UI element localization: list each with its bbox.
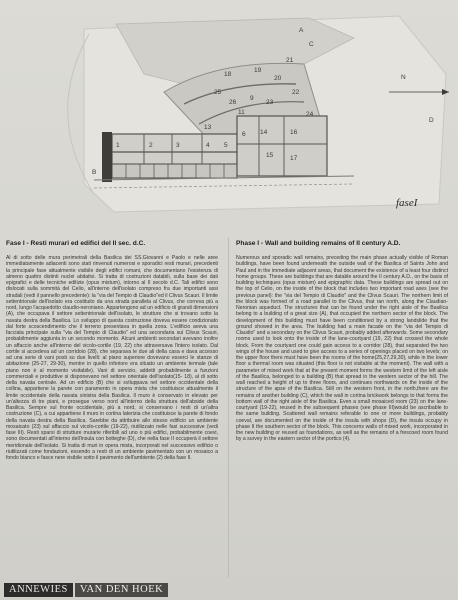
italian-title: Fase I - Resti murari ed edifici del II sec. d.C. — [6, 240, 146, 247]
archaeological-site-plan — [54, 4, 454, 226]
watermark-last-name: VAN DEN HOEK — [75, 583, 168, 597]
plan-label: 4 — [206, 142, 210, 149]
plan-label: 26 — [229, 99, 237, 106]
plan-label: D — [429, 117, 434, 124]
plan-label: 13 — [204, 124, 212, 131]
plan-label: 14 — [260, 129, 268, 136]
plan-caption: faseI — [396, 197, 418, 209]
plan-label: 3 — [176, 142, 180, 149]
plan-label: 25 — [214, 89, 222, 96]
plan-label: 11 — [238, 109, 245, 116]
plan-label: B — [92, 169, 97, 176]
plan-label: 23 — [266, 99, 274, 106]
italian-body: Al di sotto delle mura perimetrali della Basilica dei SS.Giovanni e Paolo e nelle aree immediatamente adiacenti sono stati rinvenuti numerosi e sporadici resti murari, precedenti la principale fase attualmente visibile degli edifici romani, che documentano l'esistenza di almeno quattro distinti nuclei abitativi. Si tratta di costruzioni databili, sulla base dei dati epigrafici e delle tecniche edilizie (opus mixtum), intorno al II secolo d.C. Tali edifici sono dislocati sulla sommità del Celio, all'interno dell'isolato compreso fra due importanti assi stradali (vedi il pannello precedente): la "via del Tempio di Claudio"ed il Clivus Scauri. Il limite settentrionale dell'isolato era costituito da una strada parallela al Clivus, che correva più a nord, lungo l'acquedotto claudio-neroniano. Appartengono ad un edificio di grandi dimensioni (A), che occupava il settore settentrionale dell'isolato, le strutture che si trovano sotto la navata destra della Basilica. Lo sviluppo di questa costruzione doveva essere condizionato dal forte scoscendimento che il terreno presentava in quella zona. L'edificio aveva una facciata principale sulla "via del Tempio di Claudio" ed una secondaria sul Clivus Scauri, probabilmente aggiunta in un secondo momento. Alcuni ambienti secondari avevano inoltre un affaccio anche all'interno del vicolo-cortile (19, 22) che attraversava l'intero isolato. Dal cortile si accedeva ad un corridoio (28), che separava le due ali della casa e dava accesso ad una serie di vani posti su due livelli: al piano superiore dovevano esserci le stanze di abitazione (25-27, 29-30), mentre in quello inferiore era situato un ambiente termale (tale piano non è al momento visitabile). Vani di servizio, addetti probabilmente a funzioni commerciali e produttive si disponevano nel settore orientale dell'isolato(15- 18), al di sotto della navata centrale. Ad un edificio (B) che si sviluppava nel settore occidentale della collina, appartiene la parete con paramento in opera mista che costituisce attualmente il limite occidentale della navata sinistra della Basilica. Il muro è conservato in elevato per un'altezza di tre piani, e prosegue verso nord all'interno della struttura dell'abside della Basilica. Sempre sul fronte occidentale, più a nord, si conservano i resti di un'altra costruzione (C), a cui appartiene il muro in cortina laterizia che costituisce la parete di fondo della navata destra della Basilica. Sarebbe da attribuire allo stesso edificio un ambiente mosaicato (23) sul affaccio sul vicolo-cortile (19-22), riutilizzato nelle fasi successive (vedi fase III). Resti sparsi di strutture murarie riferibili ad uno o più edifici, probabilmente coevi, sono documentati all'interno dell'insula con botteghe (D), che nella fase II occuperà il settore meridionale dell'isolato. Si tratta di muri in opera mista, incorporati nel successivo edificio o riutilizzati come fondazioni, essendo a resti di un ambiente pavimentato con un mosaico a fondo bianco e fasce nere visibile sotto il pavimento dell'ambiente (2) della fase II. — [6, 255, 218, 461]
plan-label: 6 — [242, 131, 246, 138]
english-body: Numerous and sporadic wall remains, preceding the main phase actually visible of Roman buildings, have been found underneath the outside wall of the Basilica of Saints John and Paul and in the immediate adjacent areas, that document the existence of a least four distinct home groups. These are buildings that are datable around the II century A.D., on the basis of building techniques (opus mixtum) and epigraphic data. These buildings are spread out on the top of Celio, on the inside of the block that includes two important road axes (see the previous panel): the "via del Tempio di Claudio" and the Clivus Scauri. The northern limit of the block was formed of a road parallel to the Clivus, that ran north, along the Claudian-Neronian aqueduct. The structures that can be found under the right aisle of the Basilica belong to a building of a great size (A), that occupied the northern sector of the block. The development of this building must have been conditioned by a strong landslide that the ground showed in the area. The building had a main facade on the "via del Tempio di Claudio" and a secondary on the Clivus Scauri, probably added afterwards. Some secondary rooms used to look onto the inside of the lane-courtyard (19, 22) that crossed the whole block. From the courtyard one could gain access to a corridor (28), that separated the two wings of the house and used to give access to a series of openings placed on two levels; on the upper floor there must have been the rooms of the home(25,27,29,30), while in the lower floor a thermal room was situated (this floor is not visitable at the moment). The wall with a parameter of mixed work that at the present moment forms the western limit of the left aisle of the Basilica, belonged to a building (B) that spread in the western sector of the hill. The wall reached a height of up to three floors, and continues northwards on the inside of the structure of the apse of the Basilica. Still on the western front, in the north,there are the remains of another building (C), which the wall in cortina brickwork belongs to that forms the bottom wall of the right aisle of the Basilica. Even a small mosaiced room (23) on the lane-courtyard (19-22), reused in the subsequent phases (see phase III)would be ascribable to the same building. Scattered wall remains referable to one or more buildings, probably coeval, are documented on the inside of the insula with shops (D), the insula occupy in phase II the southern sector of the block. This concerns walls of mixed work, incorporated in the new building or reused as foundations, as well as the remains of a frescoed room found by a survey in the eastern sector of the portico (4). — [236, 255, 448, 443]
plan-label: 9 — [250, 95, 254, 102]
shops-row — [112, 164, 237, 178]
plan-label: 17 — [290, 155, 298, 162]
column-divider — [228, 238, 229, 578]
plan-label: 5 — [224, 142, 228, 149]
plan-label: 16 — [290, 129, 298, 136]
plan-label: A — [299, 27, 304, 34]
plan-label: C — [309, 41, 314, 48]
plan-label: 20 — [274, 75, 282, 82]
english-title: Phase I - Wall and building remains of II century A.D. — [236, 240, 401, 247]
plan-label: 1 — [116, 142, 120, 149]
site-plan-drawing — [54, 4, 454, 226]
rooms-block-east — [237, 116, 327, 176]
plan-label: 24 — [306, 111, 314, 118]
plan-label: 21 — [286, 57, 294, 64]
italian-column — [6, 240, 218, 461]
photographer-watermark — [4, 583, 168, 597]
english-column — [236, 240, 448, 443]
west-wall — [102, 132, 112, 182]
plan-label: 22 — [292, 89, 300, 96]
plan-label: 18 — [224, 71, 232, 78]
plan-label: 19 — [254, 67, 262, 74]
plan-label: 15 — [266, 152, 274, 159]
plan-label: 2 — [149, 142, 153, 149]
plan-label: N — [401, 74, 406, 81]
watermark-first-name: ANNEWIES — [4, 583, 73, 597]
